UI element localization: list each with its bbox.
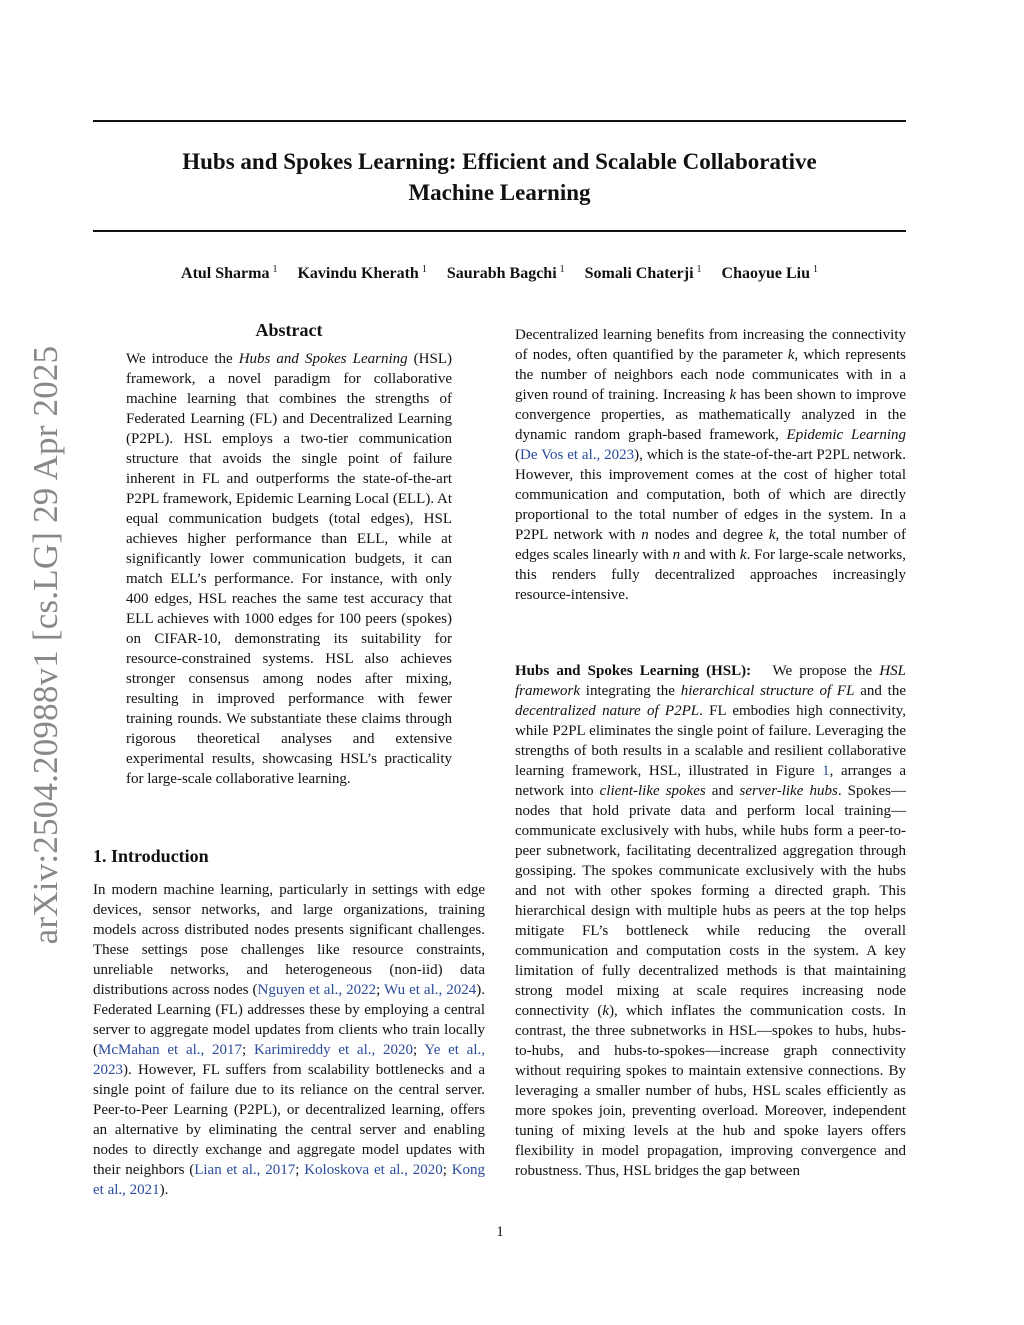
hsl-paragraph: Hubs and Spokes Learning (HSL): We propose the HSL framework integrating the hierarchical structure of FL and the decentralized nature of P2PL. FL embodies high connectivity, while P2PL eliminates the single point of failure. Leveraging the strengths of both results in a scalable and resilient collaborative learning framework, HSL, illustrated in Figure 1, arranges a network into client-like spokes and server-like hubs. Spokes—nodes that hold private data and perform local training—communicate exclusively with hubs, while hubs form a peer-to-peer subnetwork, facilitating decentralized aggregation through gossiping. The spokes communicate exclusively with the hubs and not with other spokes forming a directed graph. This hierarchical design with multiple hubs as peers at the top helps mitigate FL’s bottleneck while reducing the overall communication and computation costs in the system. A key limitation of fully decentralized methods is that maintaining strong model mixing at scale requires increasing node connectivity (k), which inflates the communication costs. In contrast, the three subnetworks in HSL—spokes to hubs, hubs-to-hubs, and hubs-to-spokes—increase graph connectivity without requiring spokes to maintain extensive connections. By leveraging a smaller number of hubs, HSL scales efficiently as more spokes join, preventing overload. Moreover, independent tuning of mixing levels at the hub and spoke layers offers flexibility in model propagation, improving convergence and robustness. Thus, HSL bridges the gap between <box>515 663 907 1179</box>
author: Atul Sharma $^1$ <box>181 264 278 283</box>
citation-link[interactable]: Karimireddy et al., 2020 <box>253 1042 413 1058</box>
arxiv-identifier-stamp: arXiv:2504.20988v1 [cs.LG] 29 Apr 2025 <box>26 345 65 945</box>
decentralized-learning-paragraph: Decentralized learning benefits from increasing the connectivity of nodes, often quantified by the parameter k, which represents the number of neighbors each node communicates with in a given round of training. Increasing k has been shown to improve convergence properties, as mathematically analyzed in the dynamic random graph-based framework, Epidemic Learning (De Vos et al., 2023), which is the state-of-the-art P2PL network. However, this improvement comes at the cost of higher total communication and computation, both of which are directly proportional to the total number of edges in the system. In a P2PL network with n nodes and degree k, the total number of edges scales linearly with n and with k. For large-scale networks, this renders fully decentralized approaches increasingly resource-intensive. <box>515 327 907 603</box>
citation-link[interactable]: McMahan et al., 2017 <box>98 1042 243 1058</box>
author: Chaoyue Liu $^1$ <box>721 264 818 283</box>
introduction-paragraph: In modern machine learning, particularly in settings with edge devices, sensor networks, and large organizations, training models across distributed nodes presents significant challenges. These settings pose challenges like resource constraints, unreliable networks, and heterogeneous (non-iid) data distributions across nodes (Nguyen et al., 2022; Wu et al., 2024). Federated Learning (FL) addresses these by employing a central server to aggregate model updates from clients who train locally (McMahan et al., 2017; Karimireddy et al., 2020; Ye et al., 2023). However, FL suffers from scalability bottlenecks and a single point of failure due to its reliance on the central server. Peer-to-Peer Learning (P2PL), or decentralized learning, offers an alternative by eliminating the central server and enabling nodes to directly exchange and aggregate model updates with their neighbors (Lian et al., 2017; Koloskova et al., 2020; Kong et al., 2021). <box>93 882 486 1198</box>
figure-reference-link[interactable]: 1 <box>822 763 830 779</box>
citation-link[interactable]: Wu et al., 2024 <box>384 982 477 998</box>
abstract-heading: Abstract <box>255 320 323 340</box>
author-list <box>93 264 906 283</box>
abstract-text: We introduce the Hubs and Spokes Learning (HSL) framework, a novel paradigm for collaborative machine learning that combines the strengths of Federated Learning (FL) and Decentralized Learning (P2PL). HSL employs a two-tier communication structure that avoids the single point of failure inherent in FL and outperforms the state-of-the-art P2PL framework, Epidemic Learning Local (ELL). At equal communication budgets (total edges), HSL achieves higher performance than ELL, while at significantly lower communication budgets, it can match ELL’s performance. For instance, with only 400 edges, HSL reaches the same test accuracy that ELL achieves with 1000 edges for 100 peers (spokes) on CIFAR-10, demonstrating its suitability for resource-constrained systems. HSL also achieves stronger consensus among nodes after mixing, resulting in improved performance with fewer training rounds. We substantiate these claims through rigorous theoretical analyses and extensive experimental results, showcasing HSL’s practicality for large-scale collaborative learning. <box>126 351 453 787</box>
paper-title <box>93 146 906 208</box>
title-line-1: Hubs and Spokes Learning: Efficient and Scalable Collaborative <box>182 149 817 174</box>
page-number: 1 <box>496 1224 504 1240</box>
author: Kavindu Kherath $^1$ <box>297 264 427 283</box>
citation-link[interactable]: De Vos et al., 2023 <box>520 447 635 463</box>
citation-link[interactable]: Koloskova et al., 2020 <box>304 1162 443 1178</box>
title-bottom-rule <box>93 230 906 232</box>
title-line-2: Machine Learning <box>408 180 591 205</box>
citation-link[interactable]: Ye et al., 2023 <box>93 1042 485 1078</box>
title-top-rule <box>93 120 906 122</box>
author: Somali Chaterji $^1$ <box>584 264 702 283</box>
citation-link[interactable]: Lian et al., 2017 <box>194 1162 296 1178</box>
citation-link[interactable]: Nguyen et al., 2022 <box>257 982 377 998</box>
citation-link[interactable]: Kong et al., 2021 <box>93 1162 486 1198</box>
section-heading-introduction: 1. Introduction <box>93 846 209 866</box>
hsl-run-in-heading: Hubs and Spokes Learning (HSL): <box>515 663 752 679</box>
author: Saurabh Bagchi $^1$ <box>446 264 565 283</box>
